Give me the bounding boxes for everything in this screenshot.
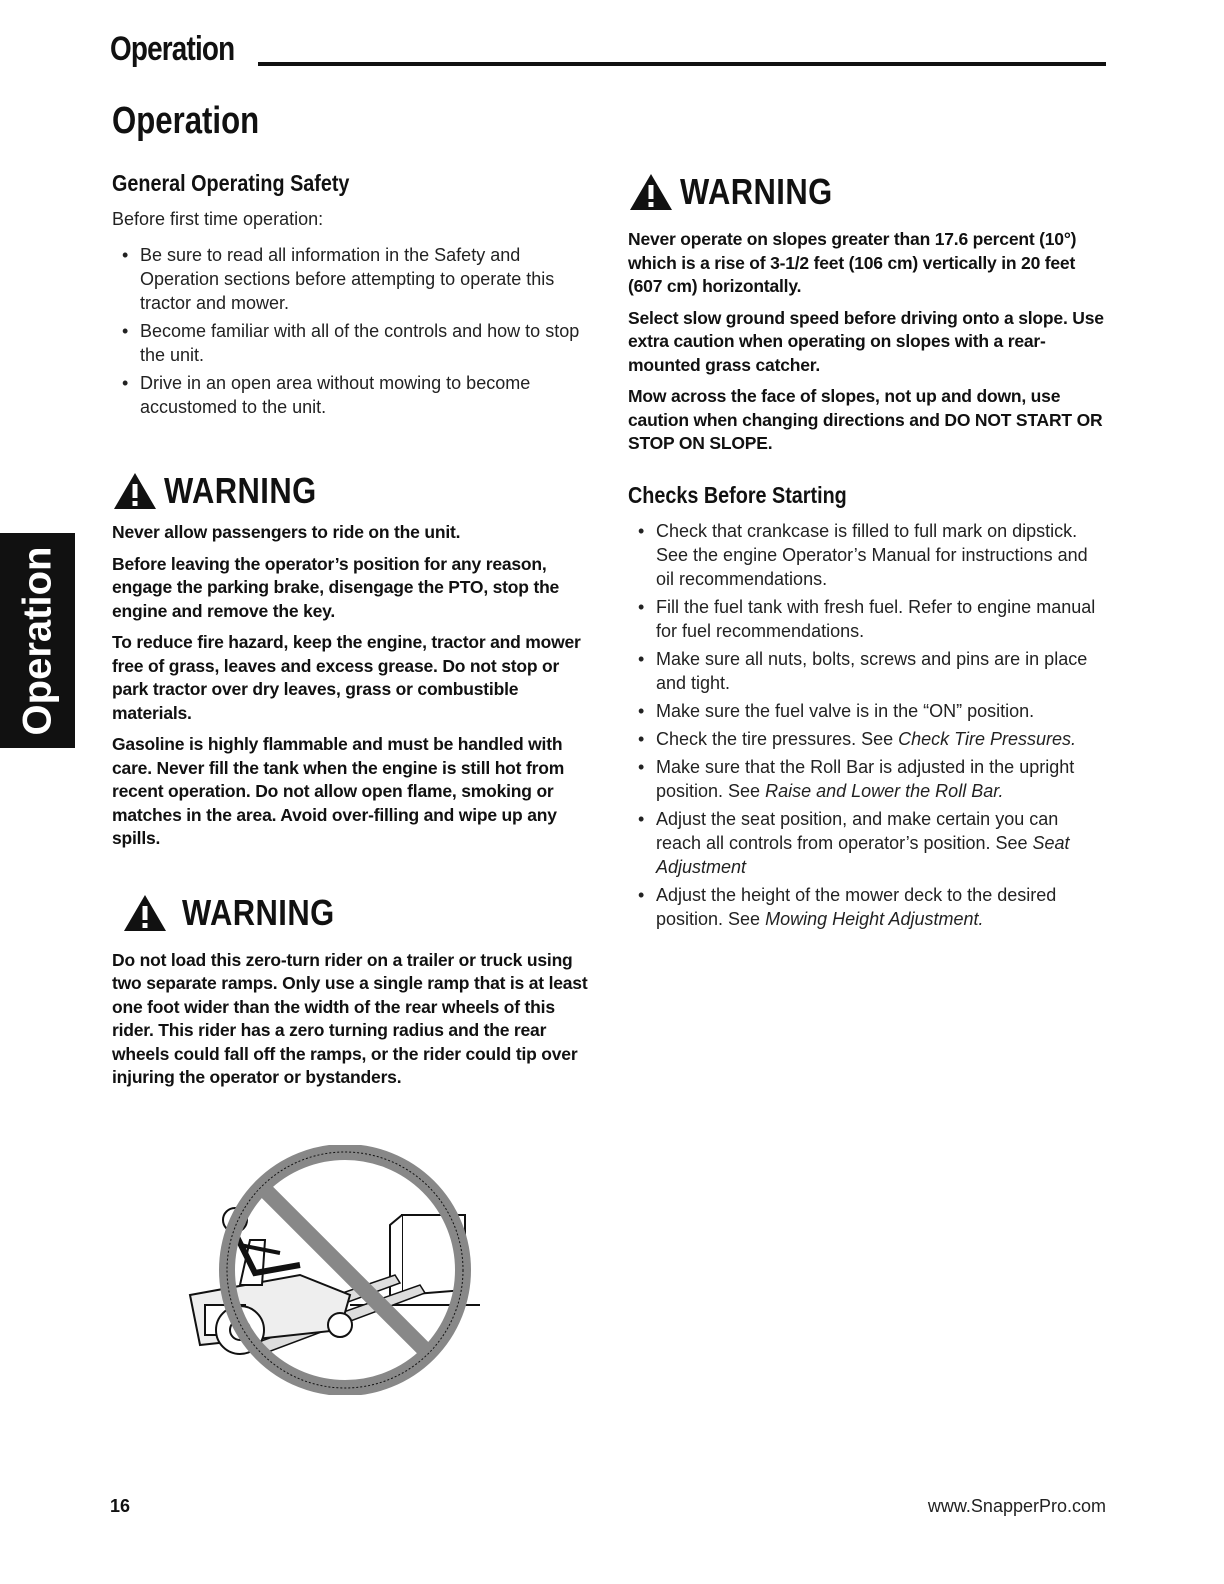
list-item-text: Adjust the height of the mower deck to the desired position. See <box>656 884 1057 929</box>
general-safety-intro: Before first time operation: <box>112 209 324 229</box>
list-item: • Be sure to read all information in the Safety and Operation sections before attempting to operate this tractor and mower. <box>112 243 592 315</box>
list-item <box>628 807 1108 879</box>
side-tab-label: Operation <box>15 546 59 735</box>
warning-paragraph: Never allow passengers to ride on the unit. <box>112 522 461 542</box>
header-section-title: Operation <box>110 30 235 68</box>
cross-reference-link: Seat Adjustment <box>656 832 1070 877</box>
cross-reference-link: Mowing Height Adjustment. <box>765 908 984 929</box>
list-item: • Make sure the fuel valve is in the “ON” position. <box>628 699 1108 723</box>
website-url: www.SnapperPro.com <box>927 1496 1106 1516</box>
list-item-text: Make sure that the Roll Bar is adjusted in the upright position. See <box>656 756 1075 801</box>
warning-label: WARNING <box>680 171 833 212</box>
page-number: 16 <box>110 1496 131 1516</box>
list-item: • Become familiar with all of the controls and how to stop the unit. <box>112 319 592 367</box>
warning-label: WARNING <box>164 470 317 511</box>
list-item <box>628 755 1108 803</box>
warning-label: WARNING <box>182 891 335 933</box>
page-title: Operation <box>112 100 260 142</box>
cross-reference-link: Check Tire Pressures. <box>898 728 1077 749</box>
list-item: • Drive in an open area without mowing to become accustomed to the unit. <box>112 371 592 419</box>
warning-slopes <box>628 170 1108 456</box>
list-item <box>628 883 1108 931</box>
general-safety-list <box>112 243 592 419</box>
warning-paragraph: Select slow ground speed before driving onto a slope. Use extra caution when operating on slopes with a rear-mounted grass catcher. <box>628 307 1104 375</box>
list-item-text: Check the tire pressures. See <box>656 728 899 749</box>
prohibited-loading-icon <box>180 1145 480 1395</box>
warning-paragraph: Never operate on slopes greater than 17.6 percent (10°) which is a rise of 3-1/2 feet (106 cm) vertically in 20 feet (607 cm) horizontally. <box>628 229 1077 296</box>
warning-paragraph: To reduce fire hazard, keep the engine, tractor and mower free of grass, leaves and excess grease. Do not stop or park tractor over dry leaves, grass or combustible materials. <box>112 632 581 723</box>
header-rule <box>258 62 1106 66</box>
warning-triangle-icon <box>112 471 158 511</box>
checks-heading: Checks Before Starting <box>628 481 847 508</box>
warning-passengers <box>112 469 592 851</box>
warning-heading <box>112 891 592 935</box>
warning-ramps <box>112 891 592 1090</box>
warning-heading <box>112 469 592 513</box>
side-tab <box>0 533 75 748</box>
warning-heading <box>628 170 1108 214</box>
list-item-text: Adjust the seat position, and make certain you can reach all controls from operator’s position. See <box>656 808 1059 853</box>
list-item: • Fill the fuel tank with fresh fuel. Refer to engine manual for fuel recommendations. <box>628 595 1108 643</box>
list-item: • Check that crankcase is filled to full mark on dipstick. See the engine Operator’s Manual for instructions and oil recommendations. <box>628 519 1108 591</box>
cross-reference-link: Raise and Lower the Roll Bar. <box>765 780 1004 801</box>
left-column <box>112 170 592 1098</box>
list-item: • Make sure all nuts, bolts, screws and pins are in place and tight. <box>628 647 1108 695</box>
general-safety-heading: General Operating Safety <box>112 170 350 196</box>
warning-paragraph: Do not load this zero-turn rider on a trailer or truck using two separate ramps. Only use a single ramp that is at least one foot wider than the width of the rear wheels of this rider. This rider has a zero turning radius and the rear wheels could fall off the ramps, or the rider could tip over injuring the operator or bystanders. <box>112 949 588 1087</box>
warning-paragraph: Before leaving the operator’s position for any reason, engage the parking brake, disengage the PTO, stop the engine and remove the key. <box>112 553 560 621</box>
checks-list <box>628 519 1108 931</box>
right-column <box>628 170 1108 935</box>
warning-triangle-icon <box>122 893 168 933</box>
warning-paragraph: Gasoline is highly flammable and must be handled with care. Never fill the tank when the engine is still hot from recent operation. Do not allow open flame, smoking or matches in the area. Avoid over-filling and wipe up any spills. <box>112 734 565 848</box>
warning-paragraph: Mow across the face of slopes, not up and down, use caution when changing directions and DO NOT START OR STOP ON SLOPE. <box>628 386 1103 453</box>
warning-triangle-icon <box>628 172 674 212</box>
list-item <box>628 727 1108 751</box>
no-two-ramps-illustration <box>180 1145 480 1395</box>
